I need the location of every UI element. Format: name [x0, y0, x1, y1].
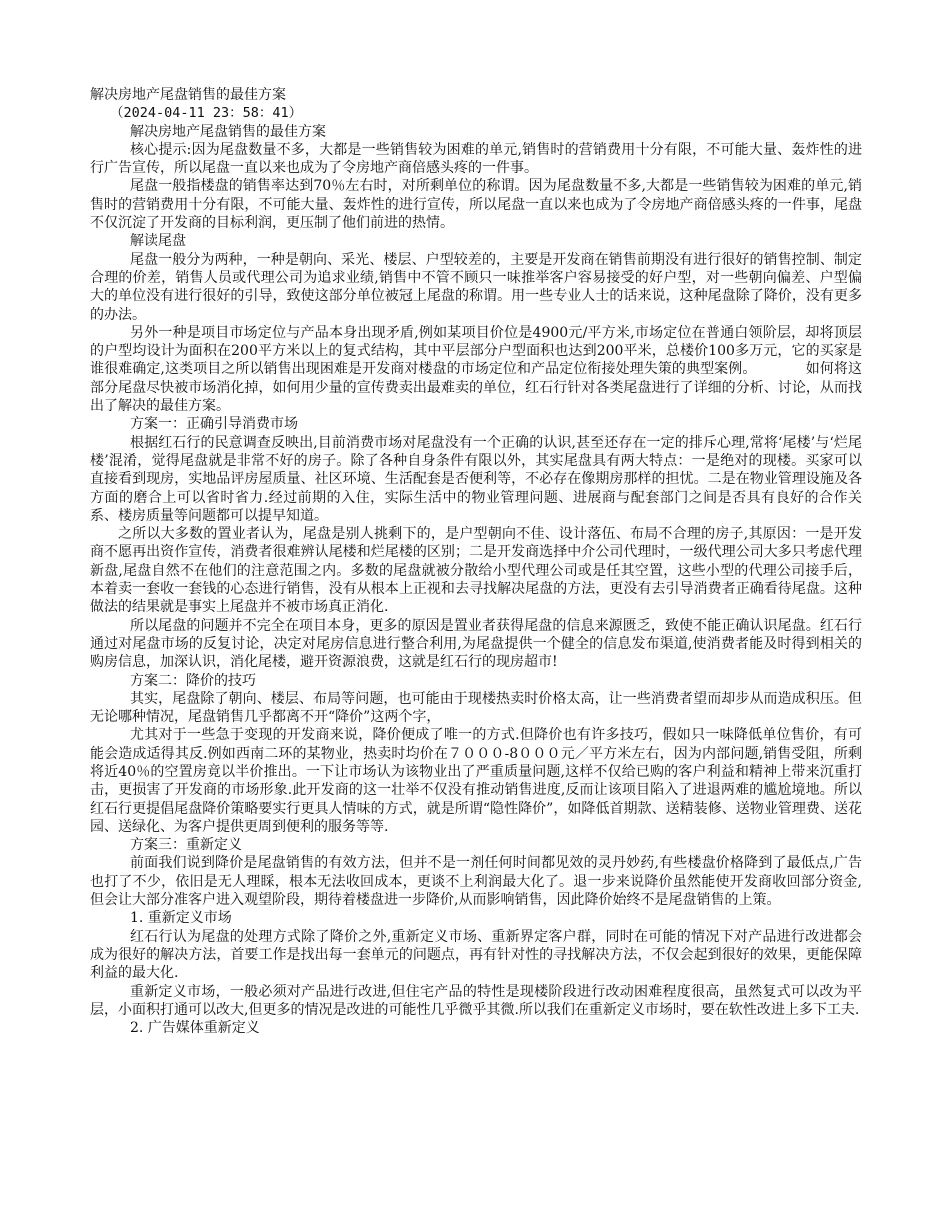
document-body	[90, 123, 862, 1038]
document-title: 解决房地产尾盘销售的最佳方案	[90, 87, 286, 103]
paragraph: 重新定义市场，一般必须对产品进行改进,但住宅产品的特性是现楼阶段进行改动困难程度很高，虽然复式可以改为平层，小面积打通可以改大,但更多的情况是改进的可能性几乎微乎其微.所以我们在重新定义市场时，要在软性改进上多下工夫.	[90, 983, 862, 1018]
section-heading: 解决房地产尾盘销售的最佳方案	[130, 123, 326, 140]
paragraph: 尾盘一般分为两种，一种是朝向、采光、楼层、户型较差的，主要是开发商在销售前期没有进行很好的销售控制、制定合理的价差，销售人员或代理公司为追求业绩,销售中不管不顾只一味推举客户容易接受的好户型，对一些朝向偏差、户型偏大的单位没有进行很好的引导，致使这部分单位被冠上尾盘的称谓。用一些专业人士的话来说，这种尾盘除了降价，没有更多的办法。	[90, 251, 862, 323]
section-heading: 方案二：降价的技巧	[130, 672, 256, 689]
section-heading: 方案三：重新定义	[130, 837, 242, 854]
section-heading: 解读尾盘	[130, 233, 186, 250]
paragraph: 尾盘一般指楼盘的销售率达到70％左右时，对所剩单位的称谓。因为尾盘数量不多,大都是一些销售较为困难的单元,销售时的营销费用十分有限，不可能大量、轰炸性的进行宣传，所以尾盘一直以来也成为了令房地产商倍感头疼的一件事，尾盘不仅沉淀了开发商的目标利润，更压制了他们前进的热情。	[90, 178, 862, 232]
section-heading: 1. 重新定义市场	[130, 910, 232, 927]
paragraph: 红石行认为尾盘的处理方式除了降价之外,重新定义市场、重新界定客户群，同时在可能的情况下对产品进行改进都会成为很好的解决方法，首要工作是找出每一套单元的问题点，再有针对性的寻找解决方法，不仅会起到很好的效果，更能保障利益的最大化.	[90, 928, 862, 982]
document-timestamp: （2024-04-11 23：58：41）	[110, 105, 303, 122]
paragraph: 之所以大多数的置业者认为，尾盘是别人挑剩下的，是户型朝向不佳、设计落伍、布局不合理的房子,其原因：一是开发商不愿再出资作宣传，消费者很难辨认尾楼和烂尾楼的区别；二是开发商选择中介公司代理时，一级代理公司大多只考虑代理新盘,尾盘自然不在他们的注意范围之内。多数的尾盘就被分散给小型代理公司或是任其空置，这些小型的代理公司接手后，本着卖一套收一套钱的心态进行销售，没有从根本上正视和去寻找解决尾盘的方法，更没有去引导消费者正确看待尾盘。这种做法的结果就是事实上尾盘并不被市场真正消化.	[90, 526, 862, 616]
paragraph: 另外一种是项目市场定位与产品本身出现矛盾,例如某项目价位是4900元/平方米,市场定位在普通白领阶层，却将顶层的户型均设计为面积在200平方米以上的复式结构，其中平层部分户型面积也达到200平米，总楼价100多万元，它的买家是谁很难确定,这类项目之所以销售出现困难是开发商对楼盘的市场定位和产品定位衔接处理失策的典型案例。 如何将这部分尾盘尽快被市场消化掉，如何用少量的宣传费卖出最难卖的单位，红石行针对各类尾盘进行了详细的分析、讨论，从而找出了解决的最佳方案。	[90, 324, 862, 415]
paragraph: 根据红石行的民意调查反映出,目前消费市场对尾盘没有一个正确的认识,甚至还存在一定的排斥心理,常将‘尾楼’与‘烂尾楼’混淆，觉得尾盘就是非常不好的房子。除了各种自身条件有限以外，其实尾盘具有两大特点：一是绝对的现楼。买家可以直接看到现房，实地品评房屋质量、社区环境、生活配套是否便利等，不必存在像期房那样的担忧。二是在物业管理设施及各方面的磨合上可以省时省力.经过前期的入住，实际生活中的物业管理问题、进展商与配套部门之间是否具有良好的合作关系、楼房质量等问题都可以提早知道。	[90, 434, 862, 524]
paragraph: 尤其对于一些急于变现的开发商来说，降价便成了唯一的方式.但降价也有许多技巧，假如只一味降低单位售价，有可能会造成适得其反.例如西南二环的某物业，热卖时均价在７０００-8０００元／平方米左右，因为内部问题,销售受阻，所剩将近40％的空置房竟以半价推出。一下让市场认为该物业出了严重质量问题,这样不仅给已购的客户利益和精神上带来沉重打击，更损害了开发商的市场形象.此开发商的这一壮举不仅没有推动销售进度,反而让该项目陷入了进退两难的尴尬境地。所以红石行更提倡尾盘降价策略要实行更具人情味的方式，就是所谓“隐性降价”，如降低首期款、送精装修、送物业管理费、送花园、送绿化、为客户提供更周到便利的服务等等.	[90, 727, 862, 835]
paragraph: 前面我们说到降价是尾盘销售的有效方法，但并不是一剂任何时间都见效的灵丹妙药,有些楼盘价格降到了最低点,广告也打了不少，依旧是无人理睬，根本无法收回成本，更谈不上利润最大化了。退一步来说降价虽然能使开发商收回部分资金,但会让大部分准客户进入观望阶段，期待着楼盘进一步降价,从而影响销售，因此降价始终不是尾盘销售的上策。	[90, 855, 862, 909]
section-heading: 方案一：正确引导消费市场	[130, 416, 298, 433]
paragraph: 所以尾盘的问题并不完全在项目本身，更多的原因是置业者获得尾盘的信息来源匮乏，致使不能正确认识尾盘。红石行通过对尾盘市场的反复讨论，决定对尾房信息进行整合利用,为尾盘提供一个健全的信息发布渠道,使消费者能及时得到相关的购房信息，加深认识，消化尾楼，避开资源浪费，这就是红石行的现房超市!	[90, 617, 862, 671]
paragraph: 其实，尾盘除了朝向、楼层、布局等问题，也可能由于现楼热卖时价格太高，让一些消费者望而却步从而造成积压。但无论哪种情况，尾盘销售几乎都离不开“降价”这两个字，	[90, 690, 862, 726]
section-heading: 2. 广告媒体重新定义	[130, 1020, 260, 1037]
paragraph: 核心提示:因为尾盘数量不多，大都是一些销售较为困难的单元,销售时的营销费用十分有限，不可能大量、轰炸性的进行广告宣传，所以尾盘一直以来也成为了令房地产商倍感头疼的一件事。	[90, 141, 862, 177]
